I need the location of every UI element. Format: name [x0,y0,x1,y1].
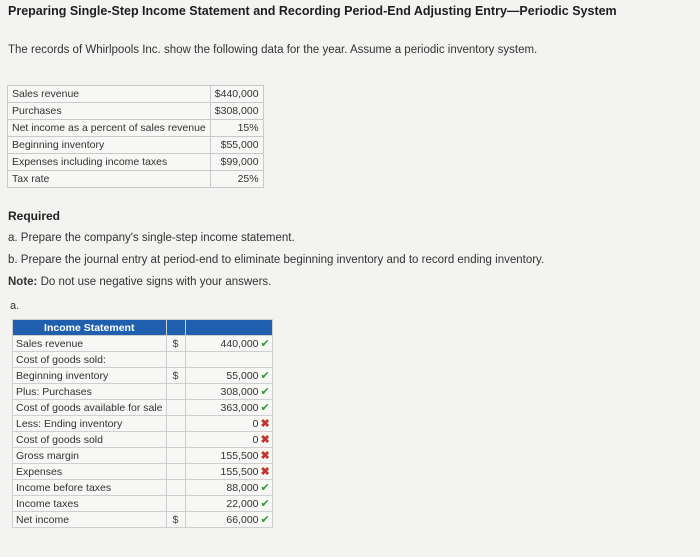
x-mark-icon: ✖ [260,466,270,478]
income-statement-header: Income Statement [13,320,167,336]
note-label: Note: [8,276,38,288]
income-statement-row [13,480,273,496]
amount-input[interactable] [185,352,261,368]
checkmark-icon: ✔ [260,498,270,510]
given-data-value: 15% [210,120,263,137]
currency-symbol [166,416,185,432]
line-item-label: Income taxes [13,496,167,512]
line-item-label: Less: Ending inventory [13,416,167,432]
given-data-label: Expenses including income taxes [8,154,211,171]
x-mark-icon: ✖ [260,450,270,462]
requirement-a: a. Prepare the company's single-step income statement. [8,232,295,244]
given-data-value: $99,000 [210,154,263,171]
income-statement-row [13,352,273,368]
required-heading: Required [8,209,61,223]
checkmark-icon: ✔ [260,386,270,398]
currency-symbol [166,400,185,416]
note-text [8,276,271,288]
x-mark-icon: ✖ [260,418,270,430]
amount-input[interactable]: 155,500 [185,448,261,464]
amount-input[interactable]: 155,500 [185,464,261,480]
given-data-row [8,120,264,137]
given-data-label: Net income as a percent of sales revenue [8,120,211,137]
checkmark-icon: ✔ [260,402,270,414]
given-data-row [8,137,264,154]
given-data-row [8,154,264,171]
checkmark-icon: ✔ [260,338,270,350]
checkmark-icon: ✔ [260,514,270,526]
currency-symbol [166,448,185,464]
given-data-label: Purchases [8,103,211,120]
line-item-label: Expenses [13,464,167,480]
given-data-label: Sales revenue [8,86,211,103]
checkmark-icon: ✔ [260,370,270,382]
requirement-b: b. Prepare the journal entry at period-end to eliminate beginning inventory and to record ending inventory. [8,254,545,266]
currency-symbol [166,384,185,400]
given-data-value: $55,000 [210,137,263,154]
given-data-value: 25% [210,171,263,188]
amount-input[interactable]: 66,000 [185,512,261,528]
income-statement-table [12,319,273,528]
line-item-label: Cost of goods sold: [13,352,167,368]
income-statement-row [13,496,273,512]
currency-symbol [166,464,185,480]
given-data-label: Tax rate [8,171,211,188]
given-data-label: Beginning inventory [8,137,211,154]
income-statement-row [13,400,273,416]
line-item-label: Sales revenue [13,336,167,352]
given-data-value: $440,000 [210,86,263,103]
line-item-label: Plus: Purchases [13,384,167,400]
given-data-row [8,103,264,120]
amount-input[interactable]: 0 [185,432,261,448]
currency-symbol [166,480,185,496]
income-statement-row [13,432,273,448]
currency-symbol [166,432,185,448]
amount-input[interactable]: 0 [185,416,261,432]
line-item-label: Gross margin [13,448,167,464]
given-data-table [7,85,264,188]
page-title: Preparing Single-Step Income Statement and Recording Period-End Adjusting Entry—Periodic System [8,4,617,18]
amount-input[interactable]: 22,000 [185,496,261,512]
currency-symbol [166,352,185,368]
part-a-label: a. [10,300,20,312]
line-item-label: Cost of goods available for sale [13,400,167,416]
amount-input[interactable]: 440,000 [185,336,261,352]
income-statement-row [13,464,273,480]
income-statement-row [13,368,273,384]
line-item-label: Cost of goods sold [13,432,167,448]
income-statement-row [13,384,273,400]
line-item-label: Income before taxes [13,480,167,496]
amount-input[interactable]: 55,000 [185,368,261,384]
income-statement-row [13,448,273,464]
amount-input[interactable]: 88,000 [185,480,261,496]
amount-input[interactable]: 363,000 [185,400,261,416]
currency-symbol: $ [166,368,185,384]
note-body: Do not use negative signs with your answers. [37,276,272,288]
income-statement-row [13,336,273,352]
currency-symbol: $ [166,336,185,352]
given-data-value: $308,000 [210,103,263,120]
income-statement-row [13,416,273,432]
line-item-label: Beginning inventory [13,368,167,384]
problem-intro: The records of Whirlpools Inc. show the following data for the year. Assume a periodic inventory system. [8,44,538,56]
currency-symbol: $ [166,512,185,528]
amount-input[interactable]: 308,000 [185,384,261,400]
x-mark-icon: ✖ [260,434,270,446]
currency-symbol [166,496,185,512]
income-statement-header-row [13,320,273,336]
checkmark-icon: ✔ [260,482,270,494]
given-data-row [8,171,264,188]
income-statement-row [13,512,273,528]
line-item-label: Net income [13,512,167,528]
given-data-row [8,86,264,103]
